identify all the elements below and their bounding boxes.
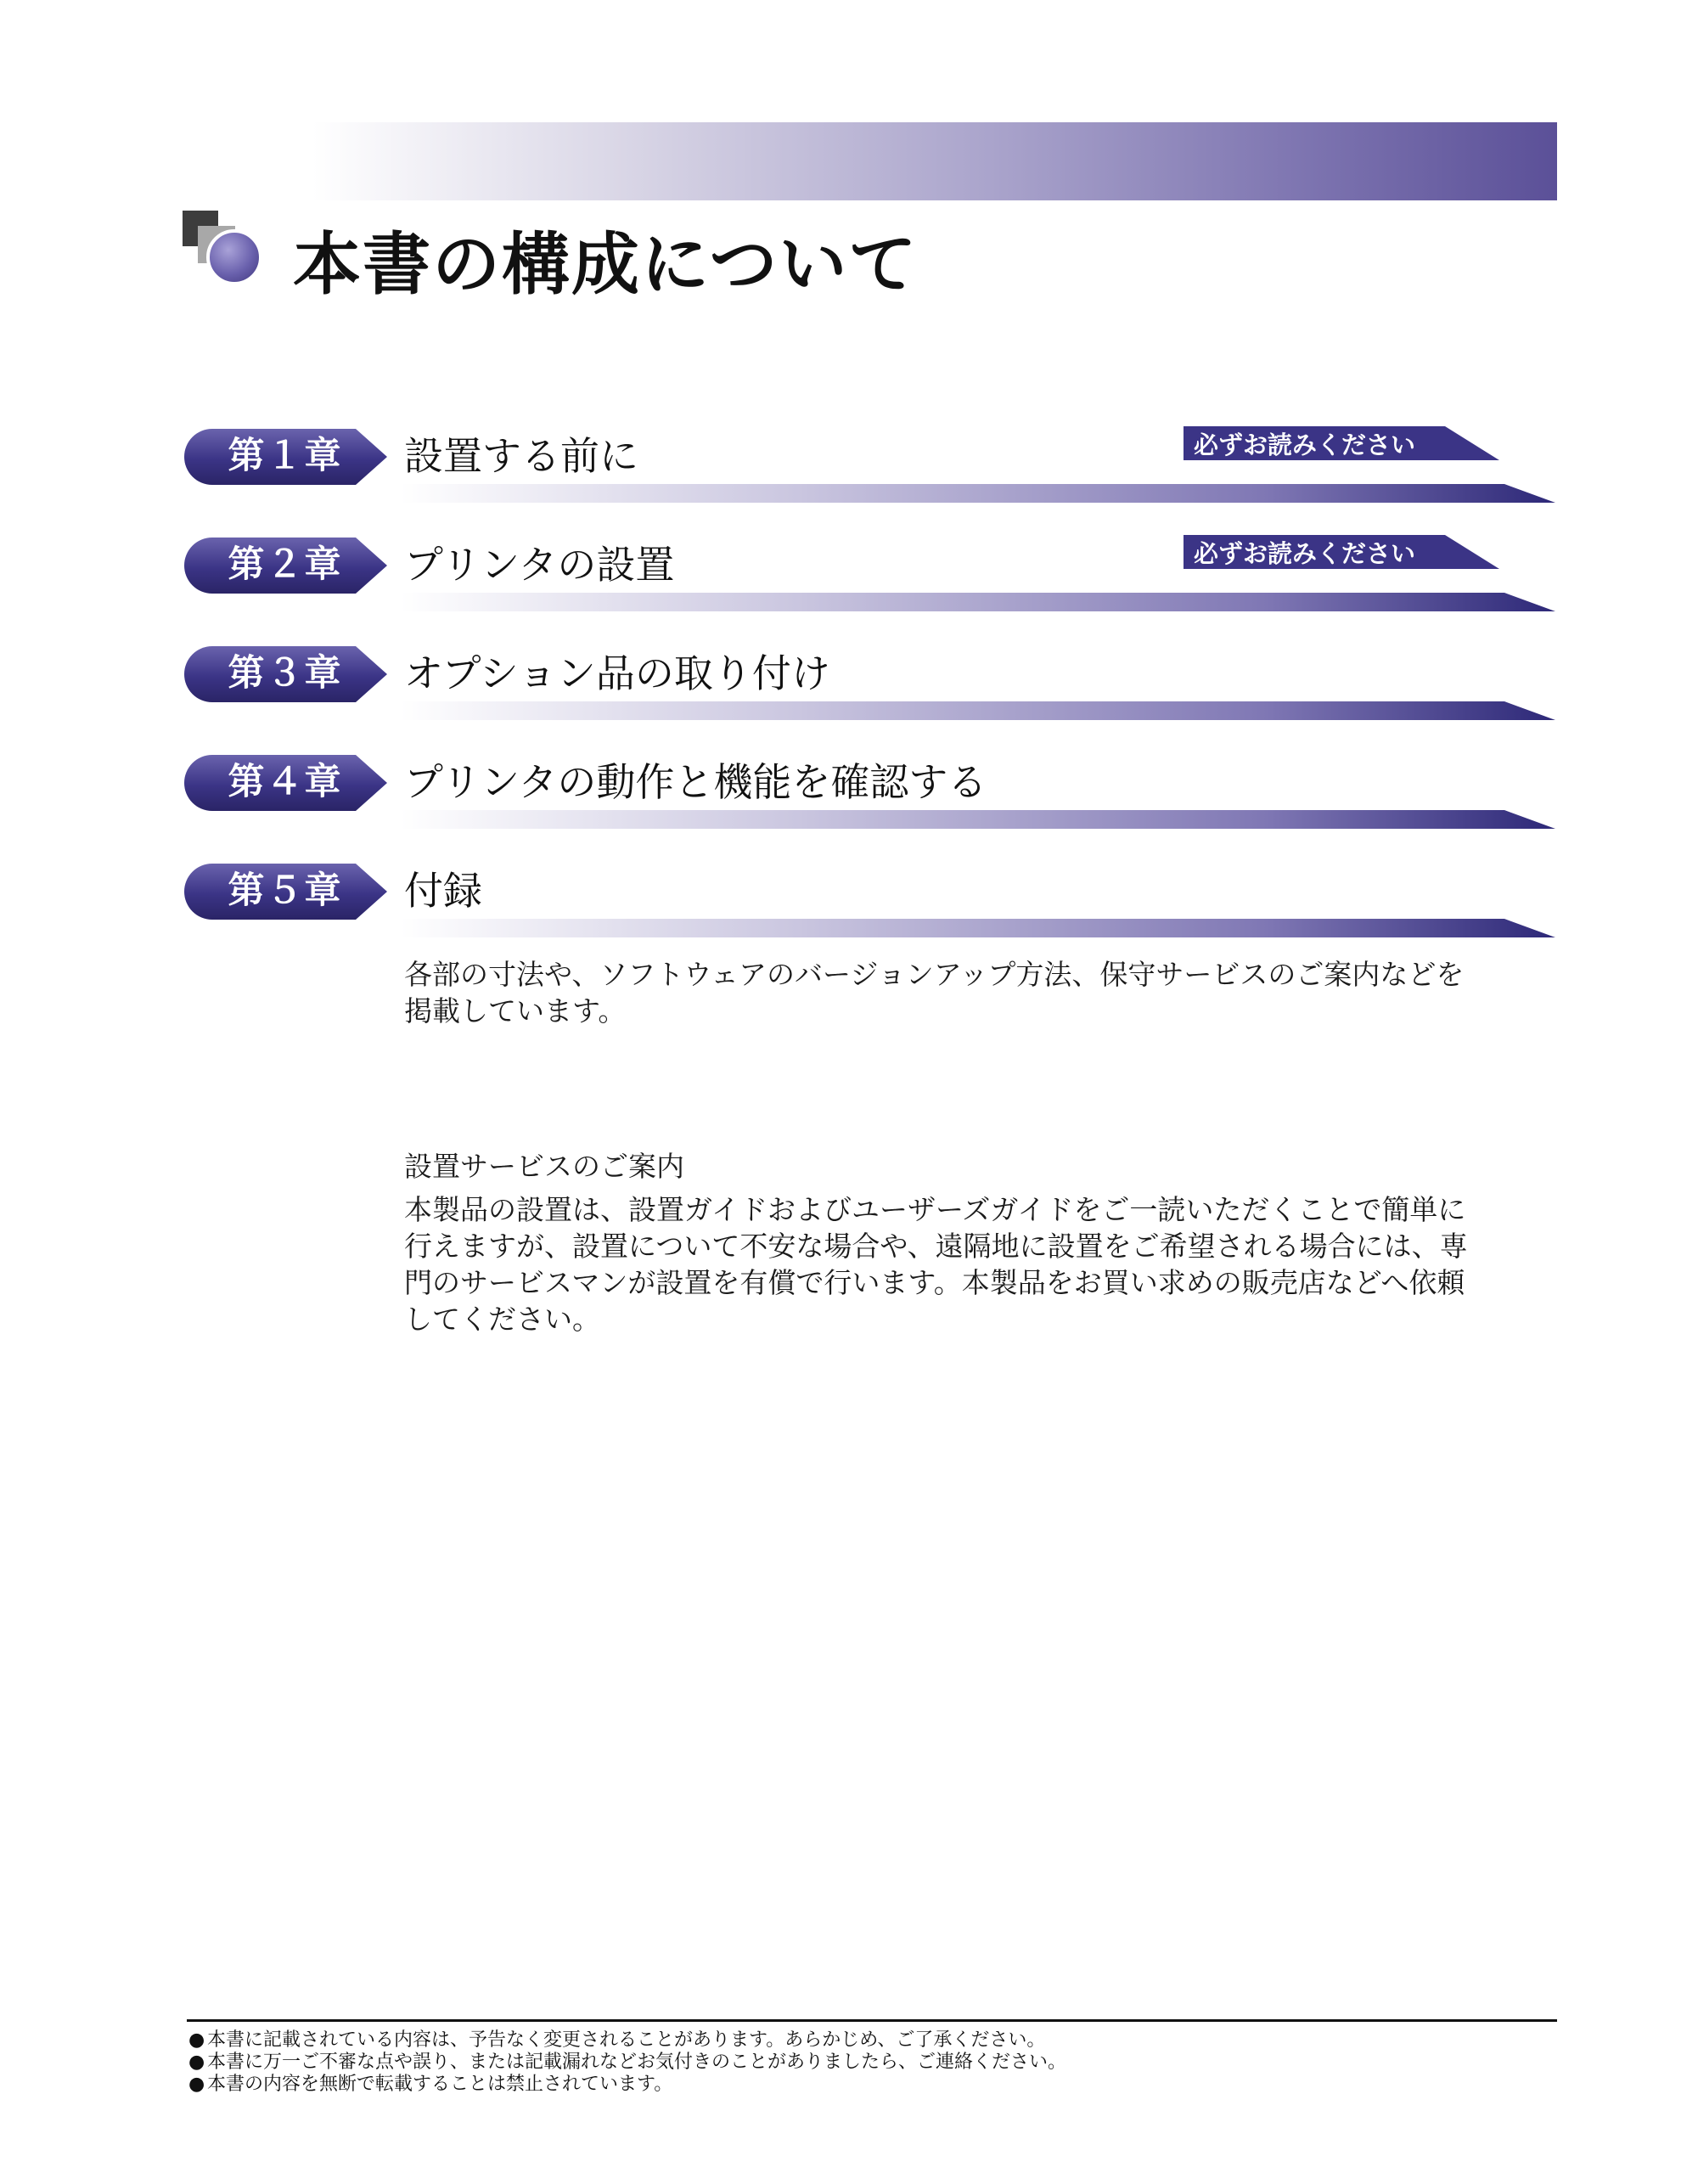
chapter-title: 付録 xyxy=(404,868,482,914)
chapter-badge xyxy=(182,752,390,813)
chapter-title: プリンタの設置 xyxy=(404,542,675,588)
chapter-title: オプション品の取り付け xyxy=(404,650,830,696)
chapter-title: 設置する前に xyxy=(404,433,638,479)
bullet-icon: ● xyxy=(188,2052,205,2073)
appendix-description-line: 掲載しています。 xyxy=(404,994,627,1027)
chapter-3[interactable] xyxy=(182,644,1557,746)
must-read-label: 必ずお読みください xyxy=(1194,431,1416,459)
installation-service-line: してください。 xyxy=(404,1303,600,1336)
chapter-badge-label: 第１章 xyxy=(228,435,343,477)
bullet-icon: ● xyxy=(188,2074,205,2095)
installation-service-line: 門のサービスマンが設置を有償で行います。本製品をお買い求めの販売店などへ依頼 xyxy=(404,1266,1465,1299)
chapter-2[interactable] xyxy=(182,535,1557,637)
chapter-badge xyxy=(182,861,390,922)
chapter-rule xyxy=(401,482,1557,504)
chapter-4[interactable] xyxy=(182,752,1557,854)
chapter-badge-label: 第２章 xyxy=(228,543,343,586)
installation-service-section xyxy=(404,1148,1559,1337)
title-bullet-icon xyxy=(183,211,267,296)
appendix-description-line: 各部の寸法や、ソフトウェアのバージョンアップ方法、保守サービスのご案内などを xyxy=(404,958,1465,991)
installation-service-line: 本製品の設置は、設置ガイドおよびユーザーズガイドをご一読いただくことで簡単に xyxy=(404,1193,1466,1226)
footer-divider xyxy=(187,2019,1557,2022)
footer-note xyxy=(188,2029,1547,2052)
must-read-tag xyxy=(1184,535,1506,572)
footer-note xyxy=(188,2052,1547,2074)
chapter-badge xyxy=(182,644,390,705)
must-read-tag xyxy=(1184,426,1506,464)
must-read-label: 必ずお読みください xyxy=(1194,539,1416,568)
chapter-badge-label: 第３章 xyxy=(228,652,343,695)
chapter-badge-label: 第４章 xyxy=(228,761,343,803)
header-gradient-band xyxy=(312,122,1557,200)
page-title: 本書の構成について xyxy=(293,225,919,304)
footer-notes xyxy=(188,2029,1547,2096)
chapter-title: プリンタの動作と機能を確認する xyxy=(404,759,987,805)
chapter-rule xyxy=(401,808,1557,830)
chapter-rule xyxy=(401,917,1557,939)
chapter-badge xyxy=(182,535,390,596)
chapter-rule xyxy=(401,700,1557,722)
chapter-badge-label: 第５章 xyxy=(228,870,343,912)
chapter-1[interactable] xyxy=(182,426,1557,528)
appendix-description xyxy=(404,956,1559,1029)
chapter-badge xyxy=(182,426,390,487)
chapter-5[interactable] xyxy=(182,861,1557,963)
footer-note-text: 本書の内容を無断で転載することは禁止されています。 xyxy=(207,2074,673,2095)
installation-service-heading: 設置サービスのご案内 xyxy=(404,1150,684,1183)
footer-note xyxy=(188,2074,1547,2096)
installation-service-line: 行えますが、設置について不安な場合や、遠隔地に設置をご希望される場合には、専 xyxy=(404,1230,1468,1263)
footer-note-text: 本書に万一ご不審な点や誤り、または記載漏れなどお気付きのことがありましたら、ご連絡ください。 xyxy=(207,2052,1067,2073)
chapter-rule xyxy=(401,591,1557,613)
footer-note-text: 本書に記載されている内容は、予告なく変更されることがあります。あらかじめ、ご了承ください。 xyxy=(207,2029,1046,2051)
bullet-icon: ● xyxy=(188,2029,205,2051)
